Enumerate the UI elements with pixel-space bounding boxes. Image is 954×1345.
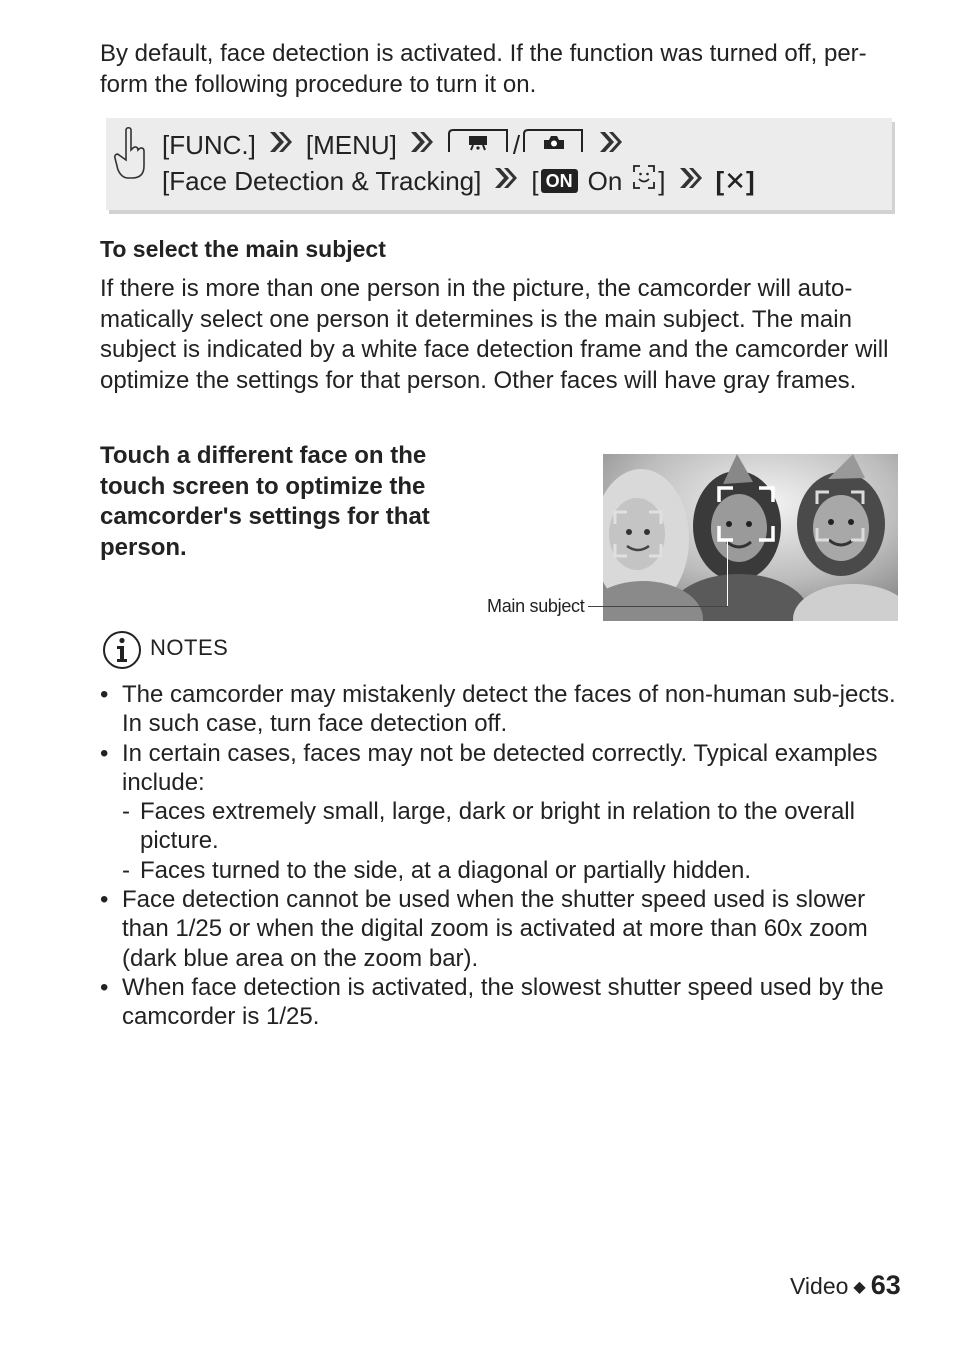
- face-frame-icon: [632, 163, 656, 199]
- page-footer: [790, 1270, 901, 1301]
- face-detection-item: [Face Detection & Tracking]: [162, 166, 482, 196]
- dash: -: [122, 856, 130, 884]
- on-badge: ON: [541, 169, 578, 193]
- bullet: •: [100, 973, 109, 1001]
- list-item: [100, 680, 915, 739]
- page-number: 63: [870, 1270, 901, 1300]
- arrow-icon: [409, 127, 435, 163]
- callout-leader: [588, 606, 728, 607]
- arrow-icon: [678, 163, 704, 199]
- section-heading: To select the main subject: [100, 236, 386, 262]
- callout-line: [727, 539, 728, 607]
- sub-list-item: [100, 797, 915, 856]
- bullet: •: [100, 681, 109, 708]
- procedure-line-1: [162, 127, 636, 163]
- movie-mode-icon: [447, 127, 511, 163]
- list-item: [100, 739, 915, 798]
- bullet: •: [100, 886, 109, 914]
- arrow-icon: [493, 163, 519, 199]
- photo-mode-icon: [522, 127, 586, 163]
- subnote-text: Faces turned to the side, at a diagonal or partially hidden.: [140, 856, 752, 884]
- on-label: On: [587, 166, 623, 196]
- note-text: In certain cases, faces may not be detected correctly. Typical examples include:: [122, 739, 878, 796]
- note-text: Face detection cannot be used when the shutter speed used is slower than 1/25 or when the digital zoom is activated at more than 60x zoom (dark blue area on the zoom bar).: [122, 886, 868, 972]
- arrow-icon: [268, 127, 294, 163]
- list-item: [100, 885, 915, 973]
- note-text: When face detection is activated, the slowest shutter speed used by the camcorder is 1/25.: [122, 973, 884, 1031]
- func-label: [FUNC.]: [162, 130, 256, 160]
- diamond-icon: ◆: [853, 1279, 866, 1296]
- arrow-icon: [598, 127, 624, 163]
- subnote-text: Faces extremely small, large, dark or bright in relation to the overall picture.: [140, 798, 855, 855]
- main-subject-label: Main subject: [487, 596, 585, 616]
- sub-list-item: [100, 856, 915, 885]
- close-x-icon: [✕]: [715, 166, 755, 196]
- info-icon: [102, 630, 142, 675]
- notes-title: NOTES: [150, 635, 229, 660]
- bracket-close: ]: [658, 166, 666, 196]
- procedure-line-2: [162, 163, 755, 199]
- face-detection-photo: [603, 454, 898, 621]
- slash: /: [512, 130, 521, 160]
- menu-label: [MENU]: [305, 130, 397, 160]
- dash: -: [122, 798, 130, 826]
- notes-list: [100, 680, 915, 1032]
- main-subject-paragraph: If there is more than one person in the picture, the camcorder will auto-matically select one person it determines is the main subject. The main subject is indicated by a white face detection frame and the camcorder will optimize the settings for that person. Other faces will have gray frames.: [100, 275, 889, 394]
- bullet: •: [100, 739, 109, 767]
- bracket-open: [: [531, 166, 539, 196]
- note-text: The camcorder may mistakenly detect the faces of non-human sub-jects. In such case, turn face detection off.: [122, 681, 896, 738]
- touch-instruction: Touch a different face on the touch screen to optimize the camcorder's settings for that person.: [100, 442, 430, 561]
- list-item: [100, 973, 915, 1032]
- section-name: Video: [790, 1273, 849, 1299]
- intro-paragraph: By default, face detection is activated. If the function was turned off, per-form the following procedure to turn it on.: [100, 40, 867, 98]
- touch-hand-icon: [112, 126, 148, 187]
